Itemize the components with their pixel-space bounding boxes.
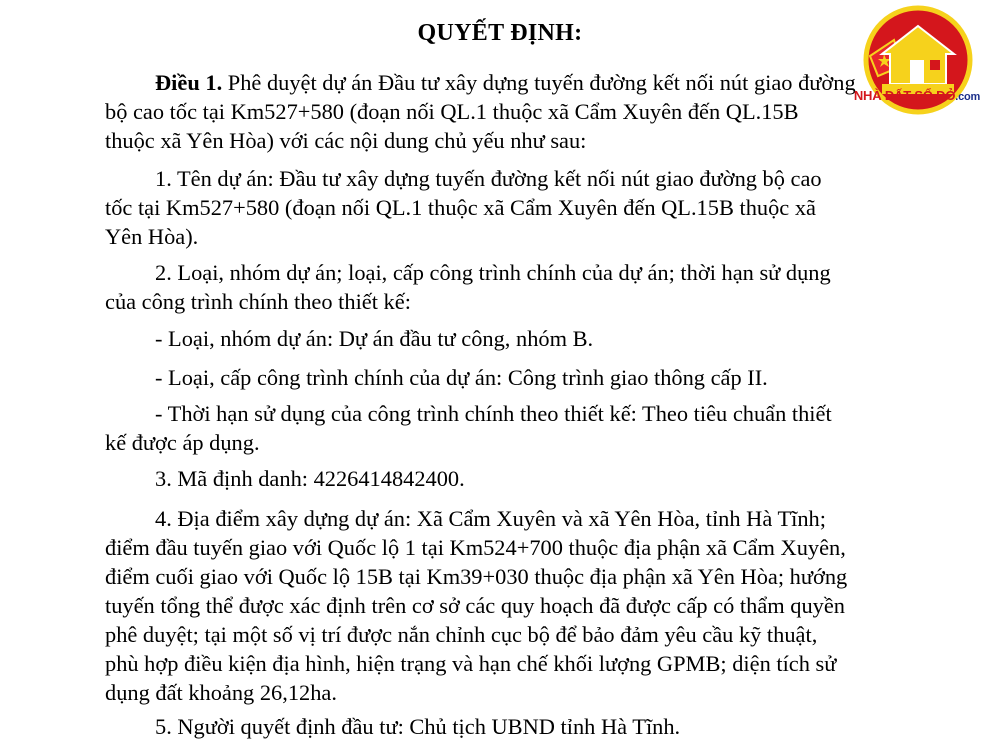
article-1-label: Điều 1. — [155, 70, 223, 95]
item-1-line-2: tốc tại Km527+580 (đoạn nối QL.1 thuộc xã Cẩm Xuyên đến QL.15B thuộc xã — [105, 195, 816, 220]
logo-house-window — [930, 60, 940, 70]
watermark-text-main: NHÀ ĐẤT SỔ ĐỎ — [853, 88, 956, 103]
item-4-line-4: tuyến tổng thể được xác định trên cơ sở các quy hoạch đã được cấp có thẩm quyền — [105, 593, 845, 618]
item-1-line-1: 1. Tên dự án: Đầu tư xây dựng tuyến đường kết nối nút giao đường bộ cao — [155, 166, 822, 191]
article-1-line-1 — [155, 68, 895, 97]
item-4-line-1: 4. Địa điểm xây dựng dự án: Xã Cẩm Xuyên và xã Yên Hòa, tỉnh Hà Tĩnh; — [155, 506, 826, 531]
watermark-text-suffix: .com — [955, 91, 981, 103]
item-2-c-line-2: kế được áp dụng. — [105, 430, 260, 455]
watermark-text — [842, 88, 992, 103]
item-4-line-3: điểm cuối giao với Quốc lộ 15B tại Km39+030 thuộc địa phận xã Yên Hòa; hướng — [105, 564, 848, 589]
item-3: 3. Mã định danh: 4226414842400. — [155, 466, 465, 491]
article-1-text: Phê duyệt dự án Đầu tư xây dựng tuyến đường kết nối nút giao đường — [222, 70, 856, 95]
item-2-line-1: 2. Loại, nhóm dự án; loại, cấp công trình chính của dự án; thời hạn sử dụng — [155, 260, 831, 285]
article-1-line-3: thuộc xã Yên Hòa) với các nội dung chủ yếu như sau: — [105, 128, 587, 153]
item-4-line-5: phê duyệt; tại một số vị trí được nắn chỉnh cục bộ để bảo đảm yêu cầu kỹ thuật, — [105, 622, 818, 647]
logo-house-door — [910, 60, 924, 84]
item-2-a: - Loại, nhóm dự án: Dự án đầu tư công, nhóm B. — [155, 326, 594, 351]
item-4-line-7: dụng đất khoảng 26,12ha. — [105, 680, 337, 705]
item-5: 5. Người quyết định đầu tư: Chủ tịch UBND tỉnh Hà Tĩnh. — [155, 714, 681, 739]
item-4-line-2: điểm đầu tuyến giao với Quốc lộ 1 tại Km524+700 thuộc địa phận xã Cẩm Xuyên, — [105, 535, 846, 560]
item-2-line-2: của công trình chính theo thiết kế: — [105, 289, 411, 314]
item-2-b: - Loại, cấp công trình chính của dự án: Công trình giao thông cấp II. — [155, 365, 768, 390]
item-4-line-6: phù hợp điều kiện địa hình, hiện trạng và hạn chế khối lượng GPMB; diện tích sử — [105, 651, 837, 676]
item-1-line-3: Yên Hòa). — [105, 224, 199, 249]
document-title: QUYẾT ĐỊNH: — [417, 20, 583, 46]
item-2-c-line-1: - Thời hạn sử dụng của công trình chính theo thiết kế: Theo tiêu chuẩn thiết — [155, 401, 832, 426]
article-1-line-2: bộ cao tốc tại Km527+580 (đoạn nối QL.1 thuộc xã Cẩm Xuyên đến QL.15B — [105, 99, 799, 124]
